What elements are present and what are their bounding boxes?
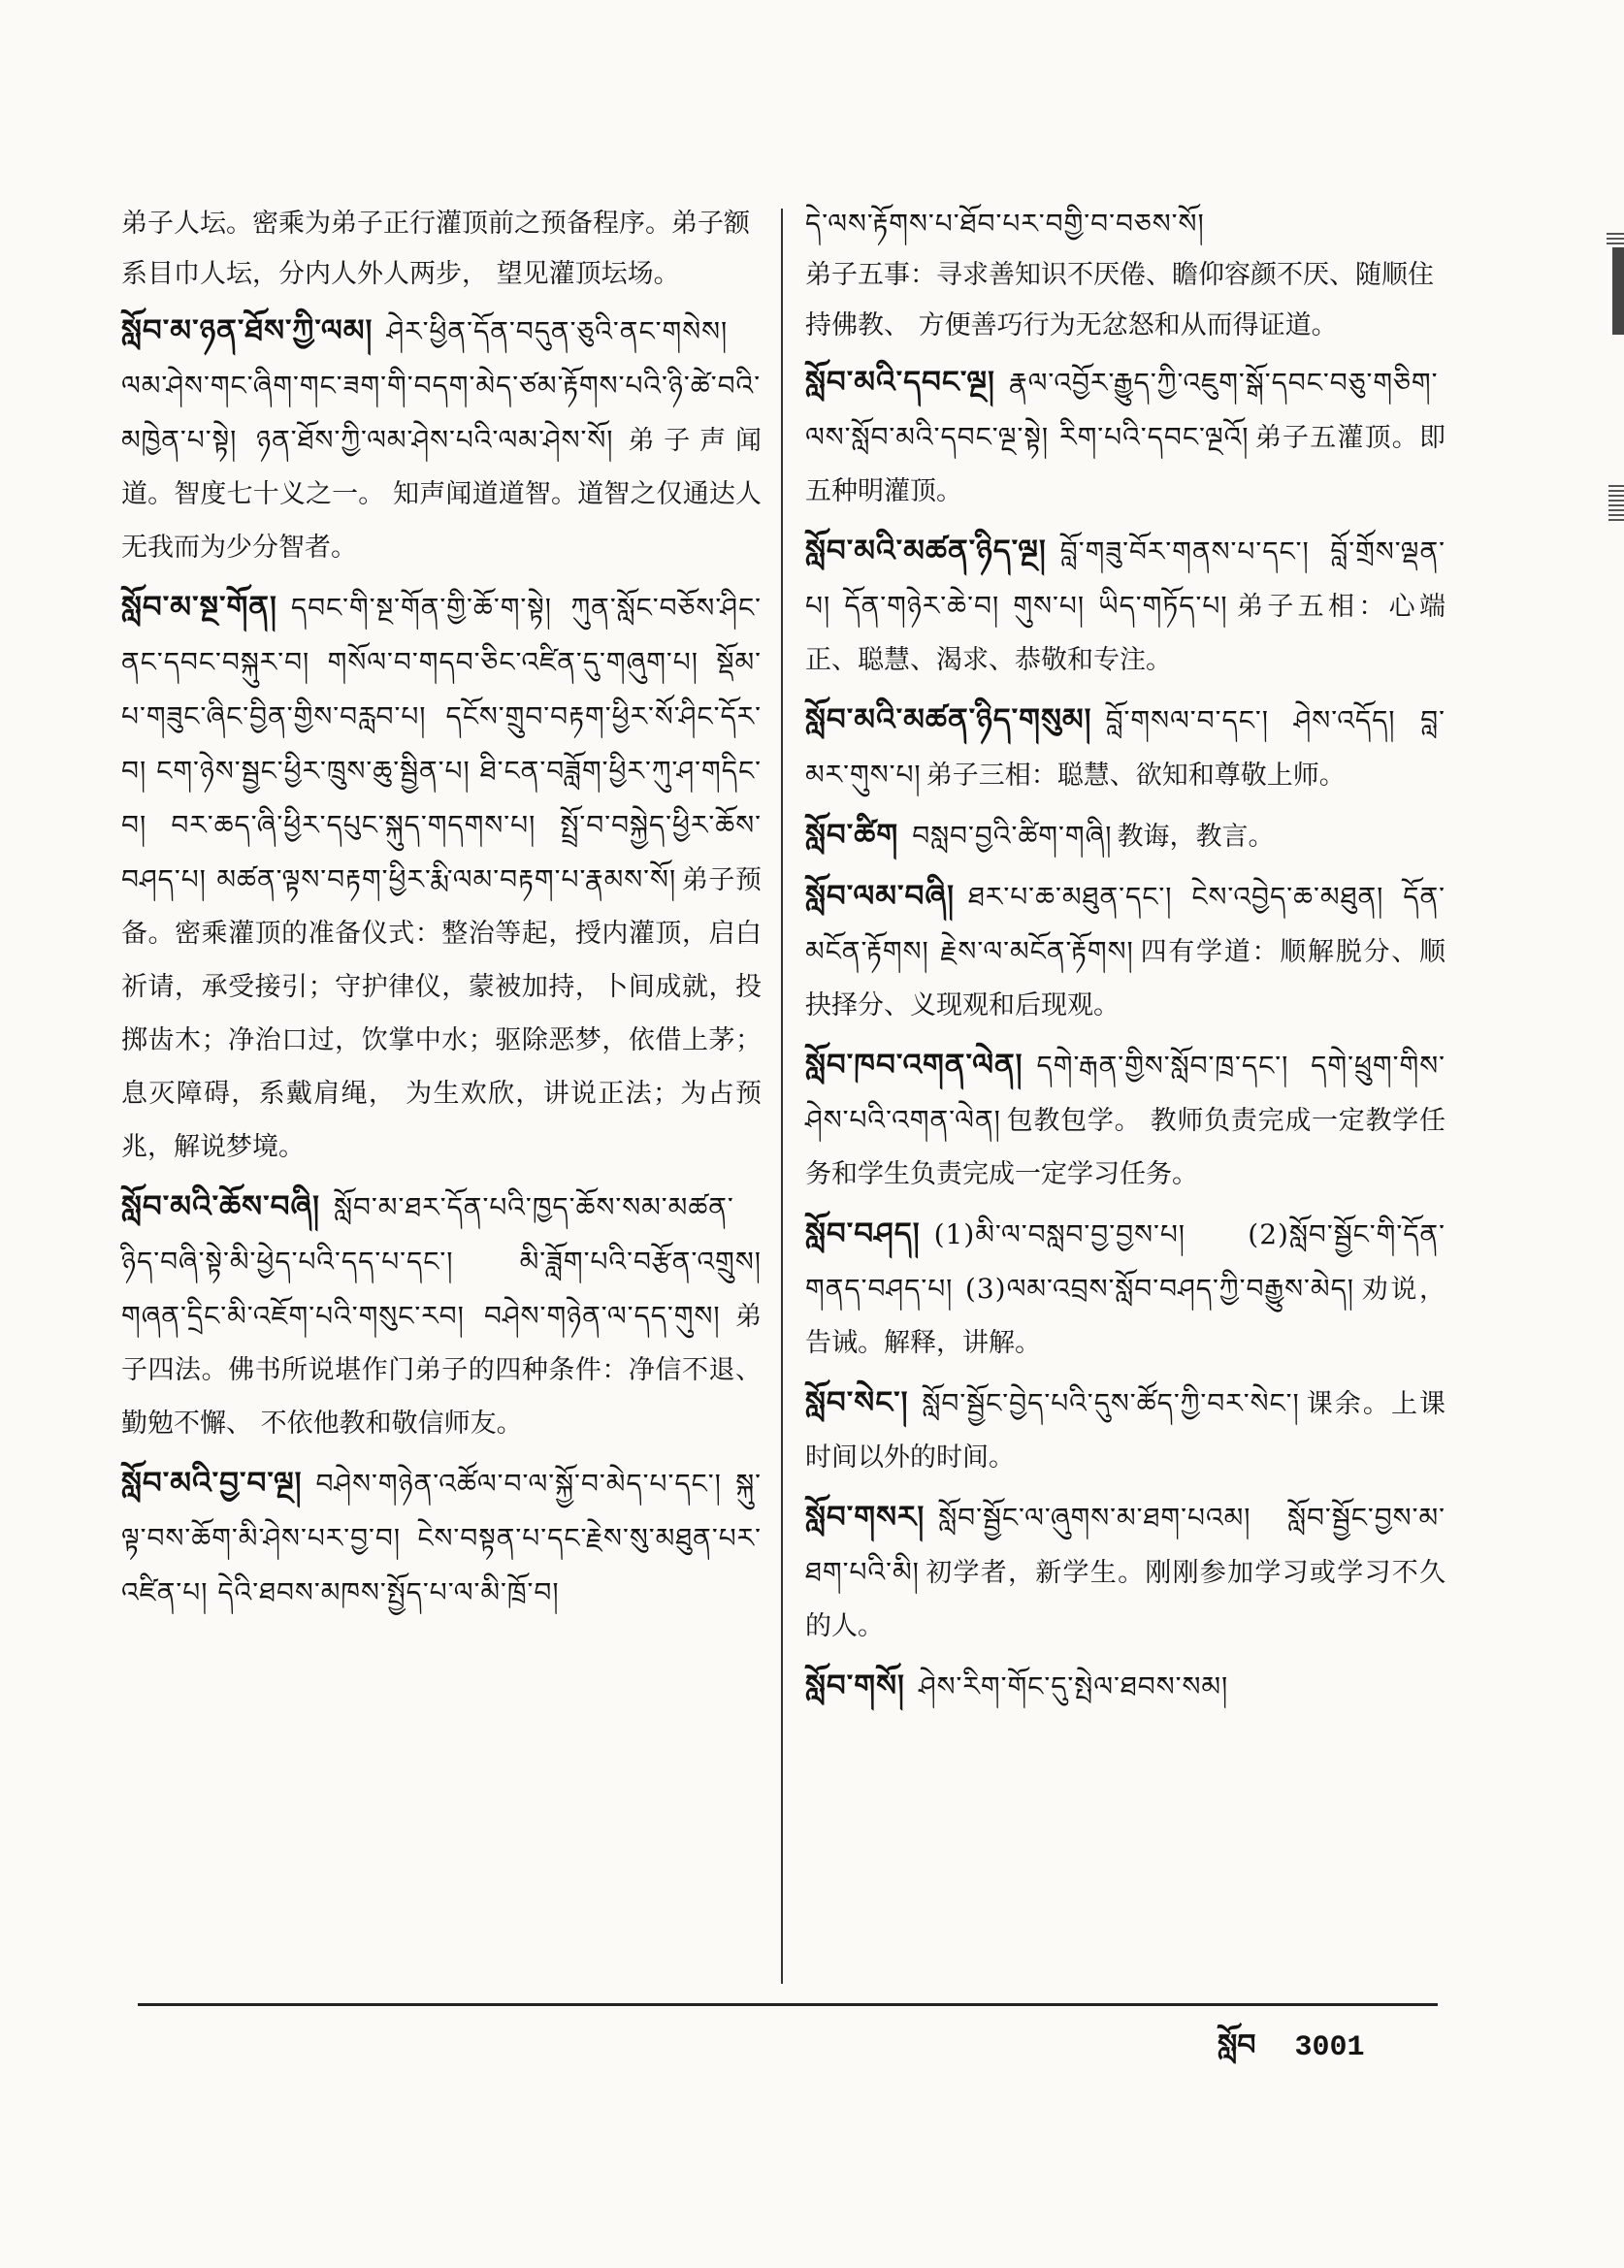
entry-tibetan-definition: སློབ་མ་ཐར་དོན་པའི་ཁྱད་ཆོས་སམ་མཚན་ཉིད་བཞི་སྟེ་མི་ཕྱེད་པའི་དད་པ་དང་། མི་ཟློག་པའི་བརྩོན་འགྲུས། གཞན་དྲིང་མི་འཇོག་པའི་གསུང་རབ། བཤེས་གཉེན་ལ་དད་གུས། xyxy=(121,1191,762,1332)
entry-chinese-definition: 弟子四法。佛书所说堪作门弟子的四种条件：净信不退、勤勉不懈、 不依他教和敬信师友。 xyxy=(121,1302,762,1439)
entry-headword: སློབ་གསར། xyxy=(805,1500,926,1535)
entry-headword: སློབ་ལམ་བཞི། xyxy=(805,879,955,914)
entry-headword: སློབ་མའི་བྱ་བ་ལྔ། xyxy=(121,1466,303,1501)
entry-tibetan-definition: དབང་གི་སྔ་གོན་གྱི་ཆོ་ག་སྟེ། ཀུན་སློང་བཅོས་ཤིང་ནང་དབང་བསྐུར་བ། གསོལ་བ་གདབ་ཅིང་འཛིན་དུ་གཞུག་པ། སྡོམ་པ་གཟུང་ཞིང་བྱིན་གྱིས་བརླབ་པ། དངོས་གྲུབ་བརྟག་ཕྱིར་སོ་ཤིང་དོར་བ། ངག་ཉེས་སྦྱང་ཕྱིར་ཁྲུས་ཆུ་སྦྱིན་པ། ཐི་ངན་བཟློག་ཕྱིར་ཀུ་ཤ་གདིང་བ། བར་ཆད་ཞི་ཕྱིར་དཔུང་སྐུད་གདགས་པ། སྤྲོ་བ་བསྐྱེད་ཕྱིར་ཆོས་བཤད་པ། མཚན་ལྟས་བརྟག་ཕྱིར་རྨི་ལམ་བརྟག་པ་རྣམས་སོ། xyxy=(121,592,762,895)
column-divider xyxy=(781,209,783,1984)
entry-tibetan-definition: བཤེས་གཉེན་འཚོལ་བ་ལ་སྐྱོ་བ་མེད་པ་དང་། སྐུ་ལྟ་བས་ཆོག་མི་ཤེས་པར་བྱ་བ། ངེས་བསྟན་པ་དང་རྗེས་སུ་མཐུན་པར་འཛིན་པ། དེའི་ཐབས་མཁས་སྤྱོད་པ་ལ་མི་ཁྲོ་བ། xyxy=(121,1468,762,1608)
dictionary-entry xyxy=(805,695,1445,804)
entry-headword: སློབ་མའི་ཆོས་བཞི། xyxy=(121,1189,321,1224)
entry-tibetan-definition: རྣལ་འབྱོར་རྒྱུད་ཀྱི་འཇུག་སྒོ་དབང་བཅུ་གཅིག་ལས་སློབ་མའི་དབང་ལྔ་སྟེ། རིག་པའི་དབང་ལྔའོ། xyxy=(805,367,1439,453)
entry-headword: སློབ་མ་ཉན་ཐོས་ཀྱི་ལམ། xyxy=(121,313,374,348)
entry-headword: སློབ་བཤད། xyxy=(805,1216,921,1251)
entry-headword: སློབ་ཁབ་འགན་ལེན། xyxy=(805,1048,1023,1083)
entry-chinese-definition: 弟子五相：心端正、聪慧、渴求、恭敬和专注。 xyxy=(805,592,1445,675)
entry-headword: སློབ་ཚིག xyxy=(805,818,899,853)
dictionary-entry xyxy=(805,810,1445,865)
page-number: 3001 xyxy=(1294,2031,1365,2064)
dictionary-entry xyxy=(805,357,1445,520)
entry-chinese-definition: 弟子三相：聪慧、欲知和尊敬上师。 xyxy=(926,761,1346,791)
entry-chinese-definition: 教诲，教言。 xyxy=(1117,822,1275,852)
entry-chinese-definition: 初学者，新学生。刚刚参加学习或学习不久的人。 xyxy=(805,1558,1445,1641)
dictionary-entry xyxy=(121,306,762,576)
dictionary-entry xyxy=(805,526,1445,689)
dictionary-entry xyxy=(121,582,762,1176)
entry-tibetan-definition: ཐར་པ་ཆ་མཐུན་དང་། ངེས་འབྱེད་ཆ་མཐུན། དོན་མངོན་རྟོགས། རྗེས་ལ་མངོན་རྟོགས། xyxy=(805,881,1445,967)
entry-headword: སློབ་མའི་མཚན་ཉིད་གསུམ། xyxy=(805,702,1092,737)
dictionary-entry xyxy=(805,871,1445,1034)
left-column xyxy=(121,199,762,1628)
entry-chinese-definition: 弟子预备。密乘灌顶的准备仪式：整治等起，授内灌顶，启白祈请，承受接引；守护律仪，蒙被加持，卜间成就，投掷齿木；净治口过，饮掌中水；驱除恶梦，依借上茅；息灭障碍，系戴肩绳， 为生欢欣，讲说正法；为占预兆，解说梦境。 xyxy=(121,865,762,1162)
entry-chinese-definition: 四有学道：顺解脱分、顺抉择分、义现观和后现观。 xyxy=(805,937,1445,1021)
entry-tibetan-definition: བློ་གཟུ་བོར་གནས་པ་དང་། བློ་གྲོས་ལྡན་པ། དོན་གཉེར་ཆེ་བ། གུས་པ། ཡིད་གཏོད་པ། xyxy=(805,535,1445,622)
entry-chinese-definition: 弟子声闻道。智度七十义之一。 知声闻道道智。道智之仅通达人无我而为少分智者。 xyxy=(121,426,763,563)
dictionary-entry xyxy=(805,1209,1445,1372)
continuation-tibetan: དེ་ལས་རྟོགས་པ་ཐོབ་པར་བགྱི་བ་བཅས་སོ། xyxy=(805,208,1205,240)
entry-chinese-definition: 弟子五灌顶。即五种明灌顶。 xyxy=(805,423,1445,506)
entry-chinese-definition: 包教包学。 教师负责完成一定教学任务和学生负责完成一定学习任务。 xyxy=(805,1106,1445,1189)
continuation-chinese: 弟子五事：寻求善知识不厌倦、瞻仰容颜不厌、随顺住持佛教、 方便善巧行为无忿怒和从而得证道。 xyxy=(805,260,1434,340)
dictionary-entry xyxy=(805,1492,1445,1655)
continuation-text: 弟子人坛。密乘为弟子正行灌顶前之预备程序。弟子额系目巾人坛，分内人外人两步， 望见灌顶坛场。 xyxy=(121,209,750,289)
entry-chinese-definition: 课余。上课时间以外的时间。 xyxy=(805,1389,1445,1473)
right-column xyxy=(805,199,1445,1722)
dictionary-entry xyxy=(805,1661,1445,1716)
entry-tibetan-definition: (1)མི་ལ་བསླབ་བྱ་བྱས་པ། (2)སློབ་སྦྱོང་གི་དོན་གནད་བཤད་པ། (3)ལམ་འབྲས་སློབ་བཤད་ཀྱི་བརྒྱུས་མེད། xyxy=(805,1218,1445,1305)
page-footer xyxy=(1218,2013,1365,2094)
entry-tibetan-definition: ཤེར་ཕྱིན་དོན་བདུན་ཅུའི་ནང་གསེས། ལམ་ཤེས་གང་ཞིག་གང་ཟག་གི་བདག་མེད་ཙམ་རྟོགས་པའི་ཉི་ཚེ་བའི་མཁྱེན་པ་སྟེ། ཉན་ཐོས་ཀྱི་ལམ་ཤེས་པའི་ལམ་ཤེས་སོ། xyxy=(121,315,762,456)
entry-headword: སློབ་མའི་མཚན་ཉིད་ལྔ། xyxy=(805,534,1047,568)
entry-tibetan-definition: བསླབ་བྱའི་ཚིག་གཞི། xyxy=(912,820,1113,852)
entry-tibetan-definition: ཤེས་རིག་གོང་དུ་སྤེལ་ཐབས་སམ། xyxy=(918,1670,1229,1702)
entry-headword: སློབ་མའི་དབང་ལྔ། xyxy=(805,365,995,400)
entry-tibetan-definition: སློབ་སྦྱོང་བྱེད་པའི་དུས་ཚོད་ཀྱི་བར་སེང་། xyxy=(922,1387,1300,1419)
footer-rule xyxy=(138,2003,1438,2006)
running-head-word: སློབ xyxy=(1218,2028,1256,2062)
entry-headword: སློབ་གསོ། xyxy=(805,1669,905,1703)
continuation-text xyxy=(805,199,1445,351)
entry-headword: སློབ་མ་སྔ་གོན། xyxy=(121,590,277,625)
entry-tibetan-definition: དགེ་རྒན་གྱིས་སློབ་ཁྲ་དང་། དགེ་ཕྲུག་གིས་ཤེས་པའི་འགན་ལེན། xyxy=(805,1050,1445,1136)
entry-tibetan-definition: བློ་གསལ་བ་དང་། ཤེས་འདོད། བླ་མར་གུས་པ། xyxy=(805,704,1445,791)
entry-chinese-definition: 劝说，告诫。解释，讲解。 xyxy=(805,1275,1446,1358)
dictionary-entry xyxy=(121,1182,762,1452)
dictionary-entry xyxy=(121,1458,762,1622)
dictionary-entry xyxy=(805,1040,1445,1203)
entry-tibetan-definition: སློབ་སྦྱོང་ལ་ཞུགས་མ་ཐག་པའམ། སློབ་སྦྱོང་བྱས་མ་ཐག་པའི་མི། xyxy=(805,1502,1445,1588)
dictionary-entry xyxy=(805,1377,1445,1486)
entry-headword: སློབ་སེང་། xyxy=(805,1385,909,1420)
